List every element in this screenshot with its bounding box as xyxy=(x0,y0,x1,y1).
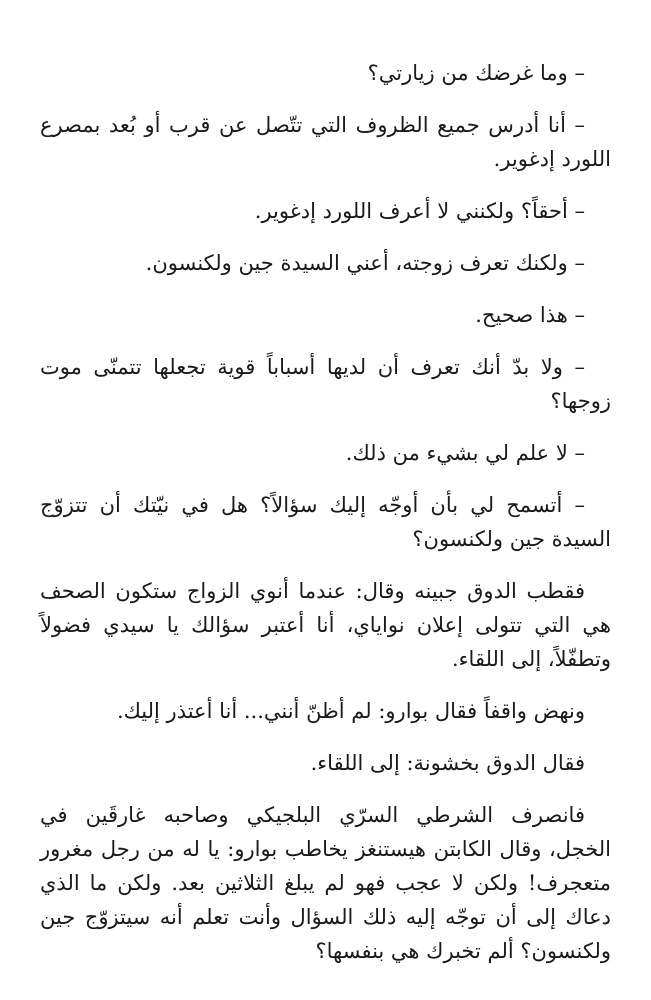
narrative-poirot-apology: ونهض واقفاً فقال بوارو: لم أظنّ أنني... أنا أعتذر إليك. xyxy=(116,699,585,723)
dialogue-line-correct: – هذا صحيح. xyxy=(475,303,585,327)
dialogue-line-purpose: – وما غرضك من زيارتي؟ xyxy=(367,61,585,85)
dialogue-line-investigation: – أنا أدرس جميع الظروف التي تتّصل عن قرب أو بُعد بمصرع اللورد إدغوير. xyxy=(40,113,611,171)
narrative-departure: فانصرف الشرطي السرّي البلجيكي وصاحبه غارقَين في الخجل، وقال الكابتن هيستنغز يخاطب بوارو: يا له من رجل مغرور متعجرف! ولكن لا عجب فهو لم يبلغ الثلاثين بعد. ولكن ما الذي دعاك إلى أن توجّه إليه ذلك السؤال وأنت تعلم أنه سيتزوّج جين ولكنسون؟ ألم تخبرك هي بنفسها؟ xyxy=(40,803,611,963)
dialogue-line-wife: – ولكنك تعرف زوجته، أعني السيدة جين ولكنسون. xyxy=(145,251,585,275)
dialogue-line-dont-know: – أحقاً؟ ولكنني لا أعرف اللورد إدغوير. xyxy=(254,199,585,223)
dialogue-line-question: – أتسمح لي بأن أوجّه إليك سؤالاً؟ هل في نيّتك أن تتزوّج السيدة جين ولكنسون؟ xyxy=(40,493,611,551)
dialogue-line-no-knowledge: – لا علم لي بشيء من ذلك. xyxy=(345,441,585,465)
narrative-duke-farewell: فقال الدوق بخشونة: إلى اللقاء. xyxy=(310,751,585,775)
narrative-duke-reply: فقطب الدوق جبينه وقال: عندما أنوي الزواج ستكون الصحف هي التي تتولى إعلان نواياي، أنا أعتبر سؤالك يا سيدي فضولاً وتطفّلاً، إلى اللقاء. xyxy=(40,579,611,671)
dialogue-line-reasons: – ولا بدّ أنك تعرف أن لديها أسباباً قوية تجعلها تتمنّى موت زوجها؟ xyxy=(40,355,611,413)
